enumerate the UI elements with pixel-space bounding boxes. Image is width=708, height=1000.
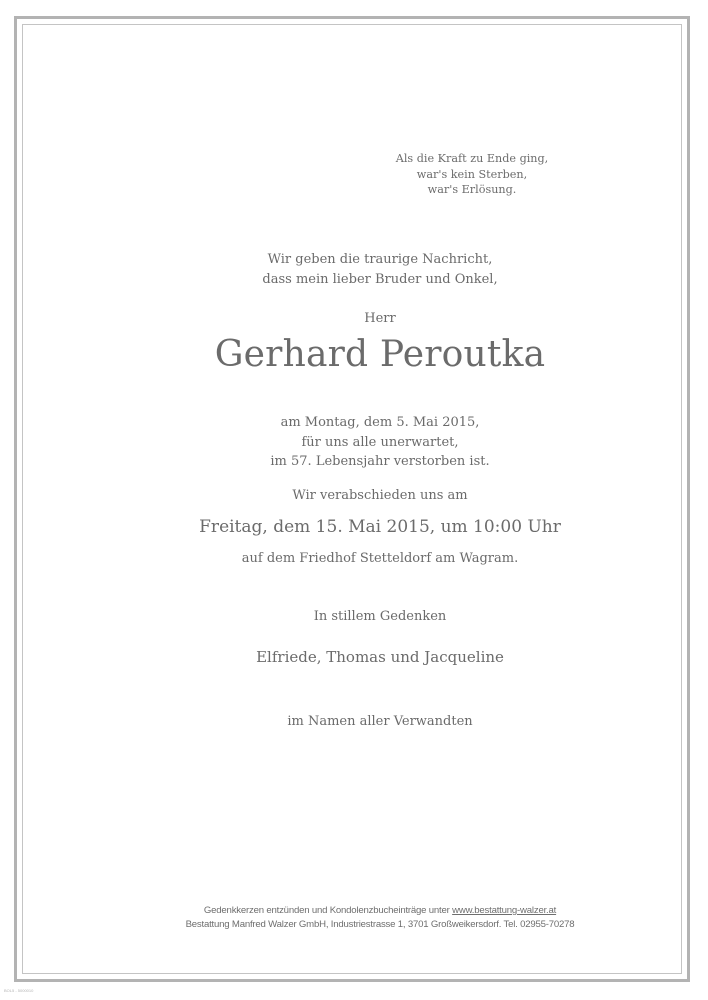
death-line-3: im 57. Lebensjahr verstorben ist. — [270, 454, 490, 469]
mourners-names: Elfriede, Thomas und Jacqueline — [256, 648, 504, 666]
death-line-1: am Montag, dem 5. Mai 2015, — [280, 415, 480, 430]
death-details — [230, 413, 530, 472]
intro-line-1: Wir geben die traurige Nachricht, — [267, 252, 493, 267]
funeral-date: Freitag, dem 15. Mai 2015, um 10:00 Uhr — [199, 517, 561, 537]
footer-condolence-text: Gedenkkerzen entzünden und Kondolenzbucheinträge unter — [203, 905, 453, 916]
deceased-title: Herr — [364, 311, 396, 326]
motto-line-2: war's kein Sterben, — [416, 167, 528, 181]
relatives-line: im Namen aller Verwandten — [287, 714, 473, 729]
deceased-name: Gerhard Peroutka — [214, 334, 546, 375]
announcement-intro — [230, 250, 530, 289]
footer-line-1 — [120, 904, 640, 918]
death-line-2: für uns alle unerwartet, — [301, 434, 459, 450]
footer-line-2: Bestattung Manfred Walzer GmbH, Industriestrasse 1, 3701 Großweikersdorf. Tel. 02955-70278 — [185, 919, 575, 930]
funeral-intro: Wir verabschieden uns am — [292, 488, 468, 503]
motto-line-3: war's Erlösung. — [427, 183, 517, 196]
motto-verse — [388, 151, 556, 198]
website-link[interactable]: www.bestattung-walzer.at — [452, 905, 557, 916]
footer — [120, 904, 640, 932]
intro-line-2: dass mein lieber Bruder und Onkel, — [262, 271, 498, 287]
motto-line-1: Als die Kraft zu Ende ging, — [395, 152, 549, 165]
memory-line: In stillem Gedenken — [313, 609, 447, 624]
funeral-place: auf dem Friedhof Stetteldorf am Wagram. — [241, 551, 519, 566]
print-code: BOL5 - 5000010 — [4, 988, 34, 993]
